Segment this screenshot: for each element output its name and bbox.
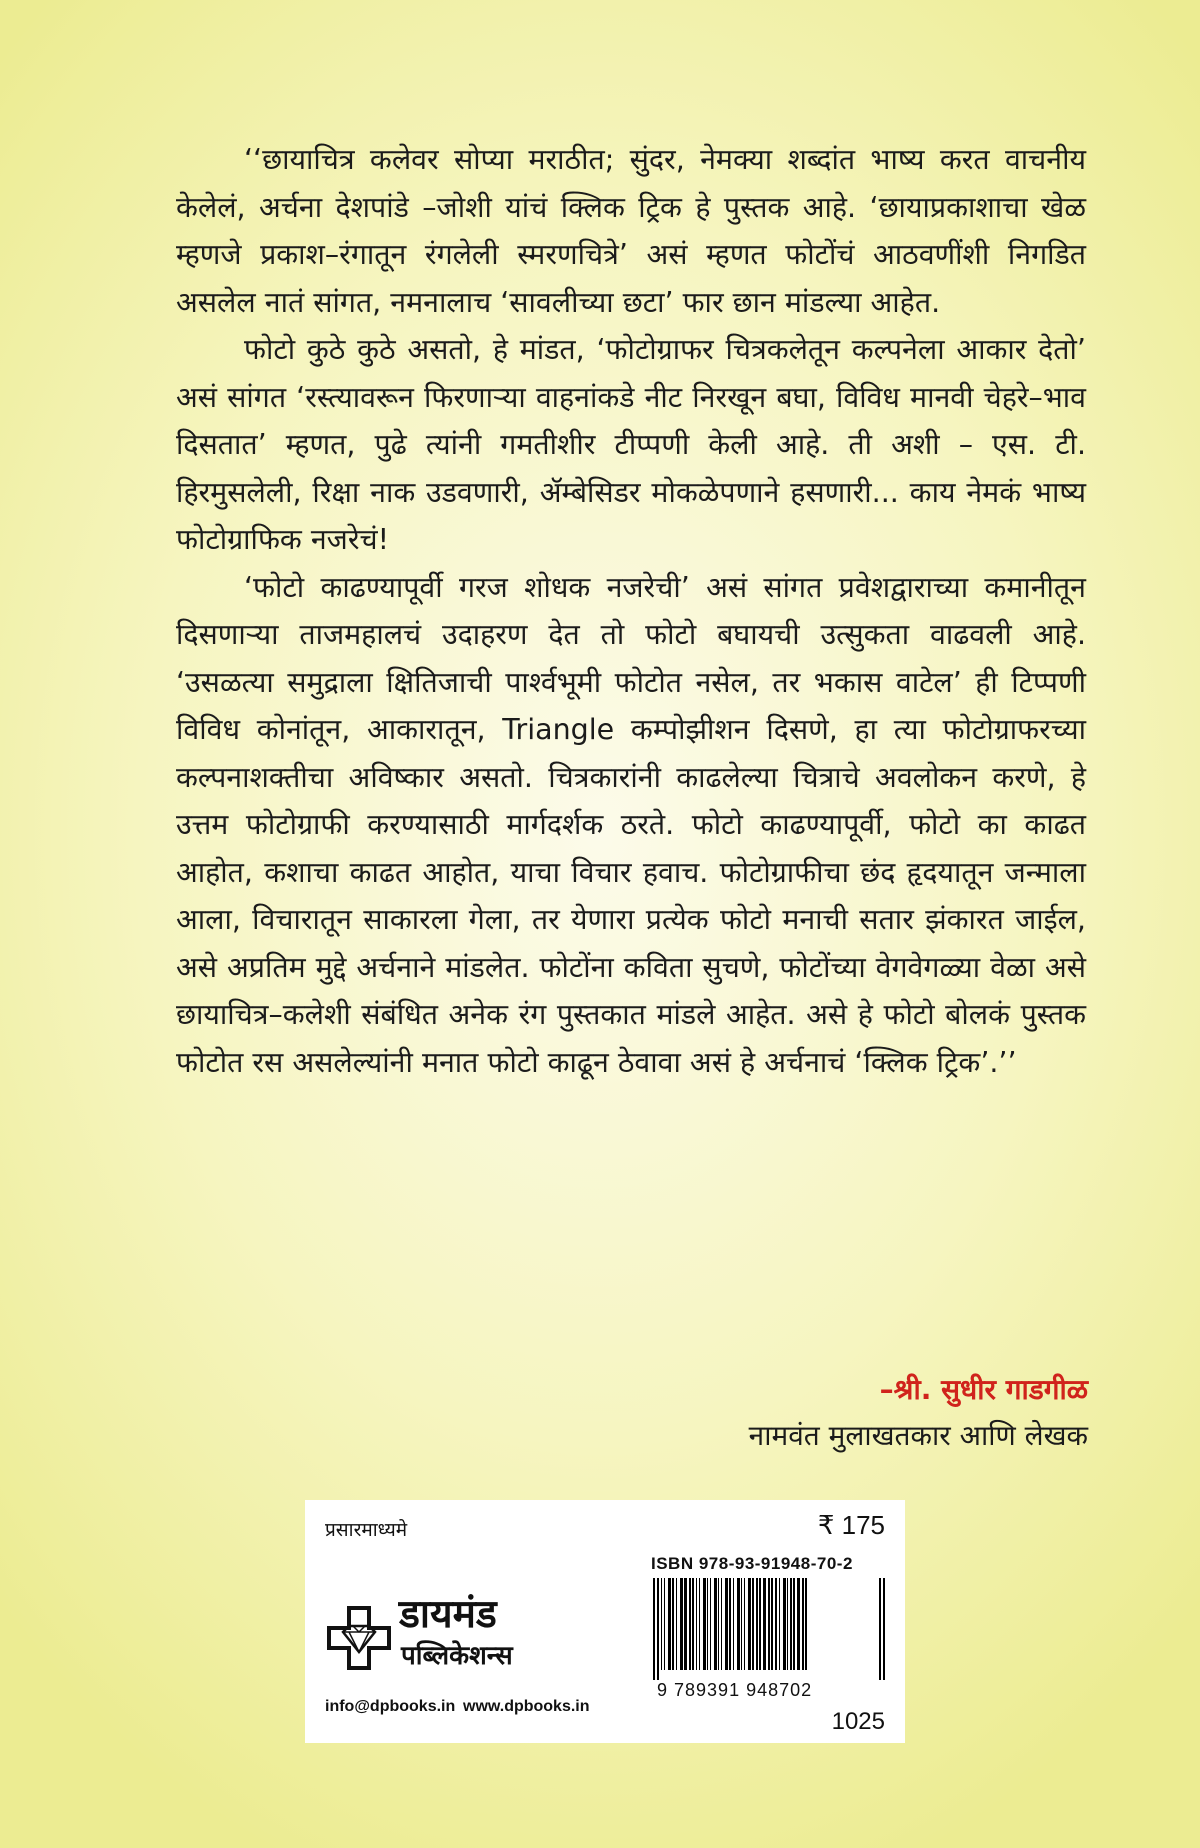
imprint-box: [305, 1500, 905, 1743]
publisher-website: www.dpbooks.in: [463, 1698, 590, 1715]
barcode-bar: [805, 1578, 807, 1670]
barcode-bar: [752, 1578, 754, 1670]
blurb-paragraph-2: फोटो कुठे कुठे असतो, हे मांडत, ‘फोटोग्राफर चित्रकलेतून कल्पनेला आकार देतो’ असं सांगत ‘रस्त्यावरून फिरणाऱ्या वाहनांकडे नीट निरखून बघा, विविध मानवी चेहरे–भाव दिसतात’ म्हणत, पुढे त्यांनी गमतीशीर टीप्पणी केली आहे. ती अशी – एस. टी. हिरमुसलेली, रिक्षा नाक उडवणारी, ॲम्बेसिडर मोकळेपणाने हसणारी... काय नेमकं भाष्य फोटोग्राफिक नजरेचं!: [176, 333, 1086, 556]
barcode-bar: [763, 1578, 766, 1670]
barcode-bar: [759, 1578, 761, 1670]
barcode-bar: [721, 1578, 722, 1670]
barcode-bar: [657, 1578, 659, 1680]
barcode-bar: [756, 1578, 758, 1670]
barcode-bar: [879, 1578, 881, 1680]
barcode-bar: [714, 1578, 717, 1670]
serial-number: 1025: [831, 1708, 885, 1735]
blurb-text: [176, 136, 1086, 1086]
barcode-bar: [672, 1578, 674, 1670]
barcode-bar: [664, 1578, 665, 1670]
blurb-paragraph-1: ‘‘छायाचित्र कलेवर सोप्या मराठीत; सुंदर, नेमक्या शब्दांत भाष्य करत वाचनीय केलेलं, अर्चना देशपांडे –जोशी यांचं क्लिक ट्रिक हे पुस्तक आहे. ‘छायाप्रकाशाचा खेळ म्हणजे प्रकाश–रंगातून रंगलेली स्मरणचित्रे’ असं म्हणत फोटोंचं आठवणींशी निगडित असलेल नातं सांगत, नमनालाच ‘सावलीच्या छटा’ फार छान मांडल्या आहेत.: [176, 143, 1086, 319]
barcode-bar: [787, 1578, 788, 1670]
reviewer-credit: [749, 1368, 1088, 1460]
barcode-bar: [684, 1578, 687, 1670]
barcode-bar: [718, 1578, 719, 1670]
barcode-bar: [775, 1578, 777, 1670]
distribution-label: प्रसारमाध्यमे: [325, 1520, 408, 1541]
barcode-bar: [676, 1578, 677, 1670]
barcode-bar: [768, 1578, 770, 1670]
isbn-label: ISBN 978-93-91948-70-2: [651, 1554, 853, 1573]
barcode-bar: [703, 1578, 706, 1670]
barcode-bar: [680, 1578, 683, 1670]
barcode-digits: 9 789391 948702: [657, 1680, 813, 1700]
barcode-bar: [725, 1578, 728, 1670]
barcode-bar: [710, 1578, 711, 1670]
barcode-bar: [689, 1578, 691, 1670]
barcode-bar: [783, 1578, 786, 1670]
barcode-bar: [793, 1578, 795, 1670]
barcode-bar: [692, 1578, 694, 1670]
barcode-bar: [699, 1578, 700, 1670]
publisher-email: info@dpbooks.in: [325, 1698, 456, 1715]
barcode: [651, 1578, 887, 1680]
barcode-bar: [733, 1578, 734, 1670]
barcode-bar: [668, 1578, 671, 1670]
barcode-bar: [771, 1578, 773, 1670]
barcode-bar: [883, 1578, 885, 1680]
barcode-bar: [729, 1578, 731, 1670]
barcode-bar: [696, 1578, 697, 1670]
blurb-paragraph-3: ‘फोटो काढण्यापूर्वी गरज शोधक नजरेची’ असं सांगत प्रवेशद्वाराच्या कमानीतून दिसणाऱ्या ताजमहालचं उदाहरण देत तो फोटो बघायची उत्सुकता वाढवली आहे. ‘उसळत्या समुद्राला क्षितिजाची पार्श्वभूमी फोटोत नसेल, तर भकास वाटेल’ ही टिप्पणी विविध कोनांतून, आकारातून, Triangle कम्पोझीशन दिसणे, हा त्या फोटोग्राफरच्या कल्पनाशक्तीचा अविष्कार असतो. चित्रकारांनी काढलेल्या चित्राचे अवलोकन करणे, हे उत्तम फोटोग्राफी करण्यासाठी मार्गदर्शक ठरते. फोटो काढण्यापूर्वी, फोटो का काढत आहोत, कशाचा काढत आहोत, याचा विचार हवाच. फोटोग्राफीचा छंद हृदयातून जन्माला आला, विचारातून साकारला गेला, तर येणारा प्रत्येक फोटो मनाची सतार झंकारत जाईल, असे अप्रतिम मुद्दे अर्चनाने मांडलेत. फोटोंना कविता सुचणे, फोटोंच्या वेगवेगळ्या वेळा असे छायाचित्र–कलेशी संबंधित अनेक रंग पुस्तकात मांडले आहेत. असे हे फोटो बोलकं पुस्तक फोटोत रस असलेल्यांनी मनात फोटो काढून ठेवावा असं हे अर्चनाचं ‘क्लिक ट्रिक’.’’: [176, 570, 1086, 1079]
barcode-bar: [741, 1578, 742, 1670]
reviewer-name: –श्री. सुधीर गाडगीळ: [879, 1373, 1088, 1406]
barcode-bar: [737, 1578, 740, 1670]
price-label: ₹ 175: [817, 1510, 885, 1540]
barcode-bar: [797, 1578, 800, 1670]
barcode-bar: [790, 1578, 792, 1670]
barcode-bar: [744, 1578, 745, 1670]
reviewer-role: नामवंत मुलाखतकार आणि लेखक: [748, 1419, 1088, 1452]
barcode-bar: [779, 1578, 780, 1670]
diamond-icon: [327, 1606, 391, 1670]
barcode-bar: [653, 1578, 655, 1680]
barcode-bar: [661, 1578, 662, 1670]
barcode-bar: [802, 1578, 804, 1670]
barcode-bar: [707, 1578, 708, 1670]
publisher-subtitle: पब्लिकेशन्स: [401, 1641, 513, 1671]
publisher-name: डायमंड: [399, 1592, 497, 1637]
barcode-bar: [748, 1578, 751, 1670]
